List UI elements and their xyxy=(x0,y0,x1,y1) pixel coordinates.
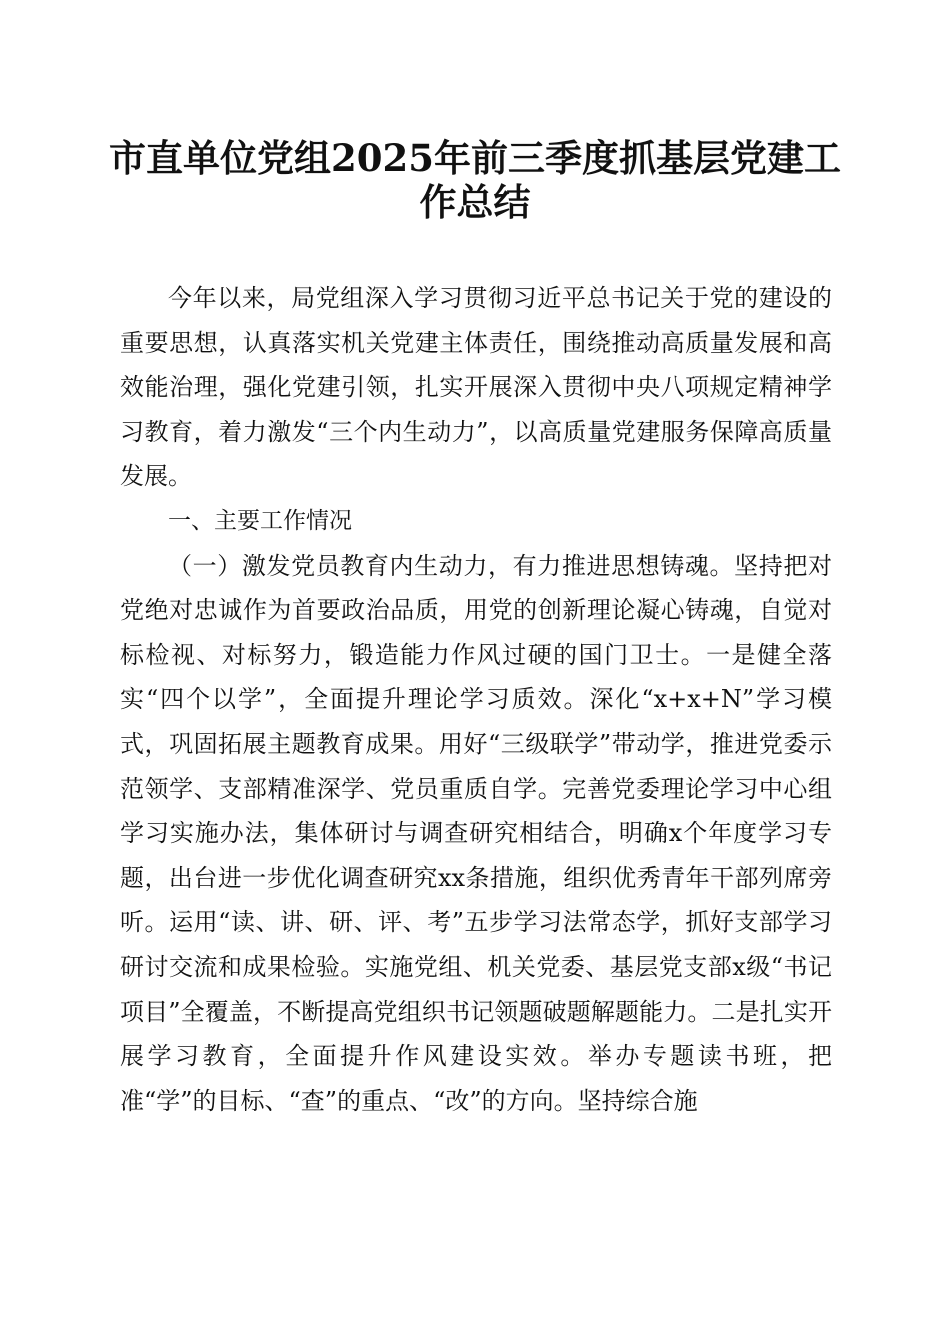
document-body xyxy=(120,276,832,1123)
section-heading: 一、主要工作情况 xyxy=(168,507,352,534)
document-title: 市直单位党组2025年前三季度抓基层党建工作总结 xyxy=(109,136,841,224)
body-paragraph: （一）激发党员教育内生动力，有力推进思想铸魂。坚持把对党绝对忠诚作为首要政治品质，用党的创新理论凝心铸魂，自觉对标检视、对标努力，锻造能力作风过硬的国门卫士。一是健全落实“四个以学”，全面提升理论学习质效。深化“x+x+N”学习模式，巩固拓展主题教育成果。用好“三级联学”带动学，推进党委示范领学、支部精准深学、党员重质自学。完善党委理论学习中心组学习实施办法，集体研讨与调查研究相结合，明确x个年度学习专题，出台进一步优化调查研究xx条措施，组织优秀青年干部列席旁听。运用“读、讲、研、评、考”五步学习法常态学，抓好支部学习研讨交流和成果检验。实施党组、机关党委、基层党支部x级“书记项目”全覆盖，不断提高党组织书记领题破题解题能力。二是扎实开展学习教育，全面提升作风建设实效。举办专题读书班，把准“学”的目标、“查”的重点、“改”的方向。坚持综合施 xyxy=(120,551,832,1115)
intro-paragraph: 今年以来，局党组深入学习贯彻习近平总书记关于党的建设的重要思想，认真落实机关党建主体责任，围绕推动高质量发展和高效能治理，强化党建引领，扎实开展深入贯彻中央八项规定精神学习教育，着力激发“三个内生动力”，以高质量党建服务保障高质量发展。 xyxy=(120,284,832,491)
